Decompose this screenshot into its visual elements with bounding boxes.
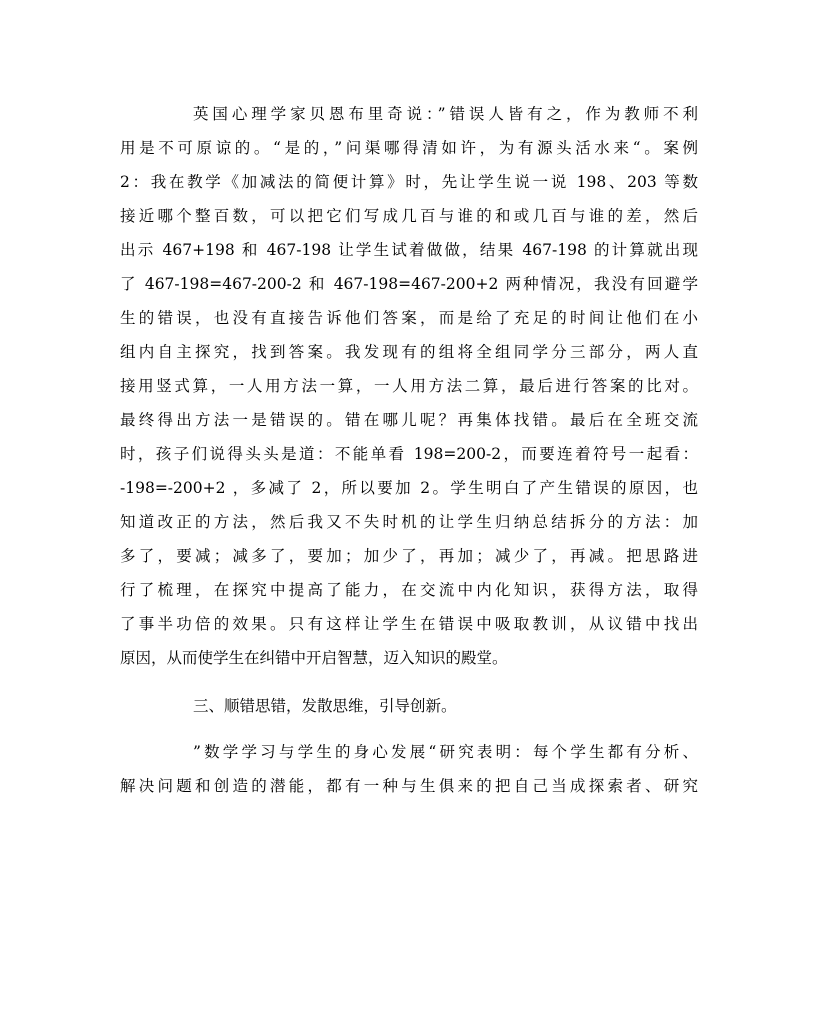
paragraph-line-6: 了 467-198=467-200-2 和 467-198=467-200+2 两种情况，我没有回避学 xyxy=(120,275,698,293)
paragraph-line-14: 多了，要减；减多了，要加；加少了，再加；减少了，再减。把思路进 xyxy=(120,547,698,565)
paragraph-line-5: 出示 467+198 和 467-198 让学生试着做做，结果 467-198 的计算就出现 xyxy=(120,241,698,259)
paragraph-line-7: 生的错误，也没有直接告诉他们答案，而是给了充足的时间让他们在小 xyxy=(120,309,698,327)
paragraph-line-19: 解决问题和创造的潜能，都有一种与生俱来的把自己当成探索者、研究 xyxy=(120,777,698,795)
paragraph-line-17: 原因，从而使学生在纠错中开启智慧，迈入知识的殿堂。 xyxy=(120,649,508,667)
paragraph-line-9: 接用竖式算，一人用方法一算，一人用方法二算，最后进行答案的比对。 xyxy=(120,377,698,395)
paragraph-line-3: 2：我在教学《加减法的简便计算》时，先让学生说一说 198、203 等数 xyxy=(120,173,698,191)
paragraph-line-1: 英国心理学家贝恩布里奇说：”错误人皆有之，作为教师不利 xyxy=(193,105,698,123)
paragraph-line-13: 知道改正的方法，然后我又不失时机的让学生归纳总结拆分的方法：加 xyxy=(120,513,698,531)
paragraph-line-15: 行了梳理，在探究中提高了能力，在交流中内化知识，获得方法，取得 xyxy=(120,581,698,599)
paragraph-line-2: 用是不可原谅的。“是的，”问渠哪得清如许，为有源头活水来“。案例 xyxy=(120,139,698,157)
paragraph-line-18: ”数学学习与学生的身心发展“研究表明：每个学生都有分析、 xyxy=(193,743,698,761)
paragraph-line-12: -198=-200+2 ，多减了 2，所以要加 2。学生明白了产生错误的原因，也 xyxy=(120,479,698,497)
section-heading: 三、顺错思错，发散思维，引导创新。 xyxy=(193,697,457,715)
paragraph-line-4: 接近哪个整百数，可以把它们写成几百与谁的和或几百与谁的差，然后 xyxy=(120,207,698,225)
paragraph-line-16: 了事半功倍的效果。只有这样让学生在错误中吸取教训，从议错中找出 xyxy=(120,615,698,633)
paragraph-line-8: 组内自主探究，找到答案。我发现有的组将全组同学分三部分，两人直 xyxy=(120,343,698,361)
paragraph-line-10: 最终得出方法一是错误的。错在哪儿呢？再集体找错。最后在全班交流 xyxy=(120,411,698,429)
paragraph-line-11: 时，孩子们说得头头是道：不能单看 198=200-2，而要连着符号一起看： xyxy=(120,445,698,463)
